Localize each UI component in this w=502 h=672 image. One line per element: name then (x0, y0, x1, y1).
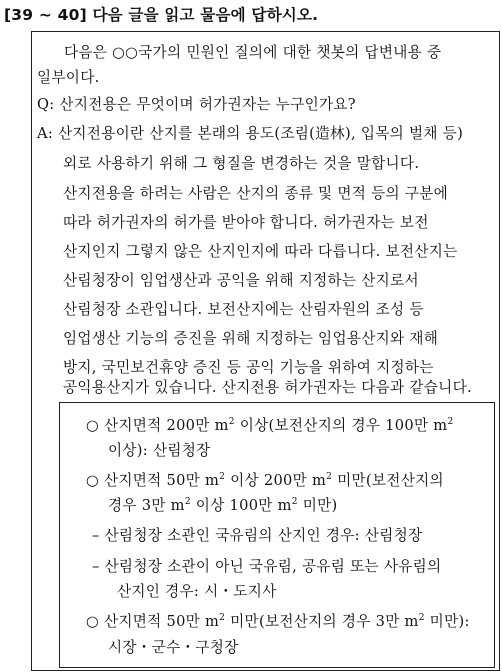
intro-line-2: 일부이다. (37, 69, 100, 86)
question-header: [39 ~ 40] 다음 글을 읽고 물음에 답하시오. (4, 6, 319, 24)
answer-line-4: 따라 허가권자의 허가를 받아야 합니다. 허가권자는 보전 (63, 214, 429, 231)
sub-item-2-line-1: – 산림청장 소관이 아닌 국유림, 공유림 또는 사유림의 (92, 558, 442, 575)
answer-line-3: 산지전용을 하려는 사람은 산지의 종류 및 면적 등의 구분에 (63, 185, 449, 202)
answer-line-2: 외로 사용하기 위해 그 형질을 변경하는 것을 말합니다. (63, 155, 420, 172)
item-1-line-1: ○ 산지면적 200만 $m^2$ 이상(보전산지의 경우 100만 $m^2$ (86, 417, 454, 434)
item-1-line-2: 이상): 산림청장 (108, 442, 211, 459)
answer-line-1: A: 산지전용이란 산지를 본래의 용도(조림(造林), 입목의 벌채 등) (37, 125, 464, 142)
answer-line-10: 공익용산지가 있습니다. 산지전용 허가권자는 다음과 같습니다. (63, 379, 472, 396)
item-3-line-2: 시장・군수・구청장 (108, 639, 239, 656)
sub-item-1: – 산림청장 소관인 국유림의 산지인 경우: 산림청장 (92, 527, 423, 544)
answer-line-9: 방지, 국민보건휴양 증진 등 공익 기능을 위하여 지정하는 (63, 359, 434, 376)
answer-line-6: 산림청장이 임업생산과 공익을 위해 지정하는 산지로서 (63, 272, 419, 289)
question-line: Q: 산지전용은 무엇이며 허가권자는 누구인가요? (37, 96, 356, 113)
answer-line-7: 산림청장 소관입니다. 보전산지에는 산림자원의 조성 등 (63, 301, 424, 318)
answer-line-8: 임업생산 기능의 증진을 위해 지정하는 임업용산지와 재해 (63, 330, 439, 347)
item-2-line-1: ○ 산지면적 50만 $m^2$ 이상 200만 $m^2$ 미만(보전산지의 (86, 472, 444, 489)
sub-item-2-line-2: 산지인 경우: 시・도지사 (117, 583, 277, 600)
item-2-line-2: 경우 3만 $m^2$ 이상 100만 $m^2$ 미만) (108, 497, 338, 514)
answer-line-5: 산지인지 그렇지 않은 산지인지에 따라 다릅니다. 보전산지는 (63, 243, 458, 260)
intro-line-1: 다음은 ○○국가의 민원인 질의에 대한 챗봇의 답변내용 중 (64, 44, 442, 61)
item-3-line-1: ○ 산지면적 50만 $m^2$ 미만(보전산지의 경우 3만 $m^2$ 미만): (86, 613, 470, 630)
